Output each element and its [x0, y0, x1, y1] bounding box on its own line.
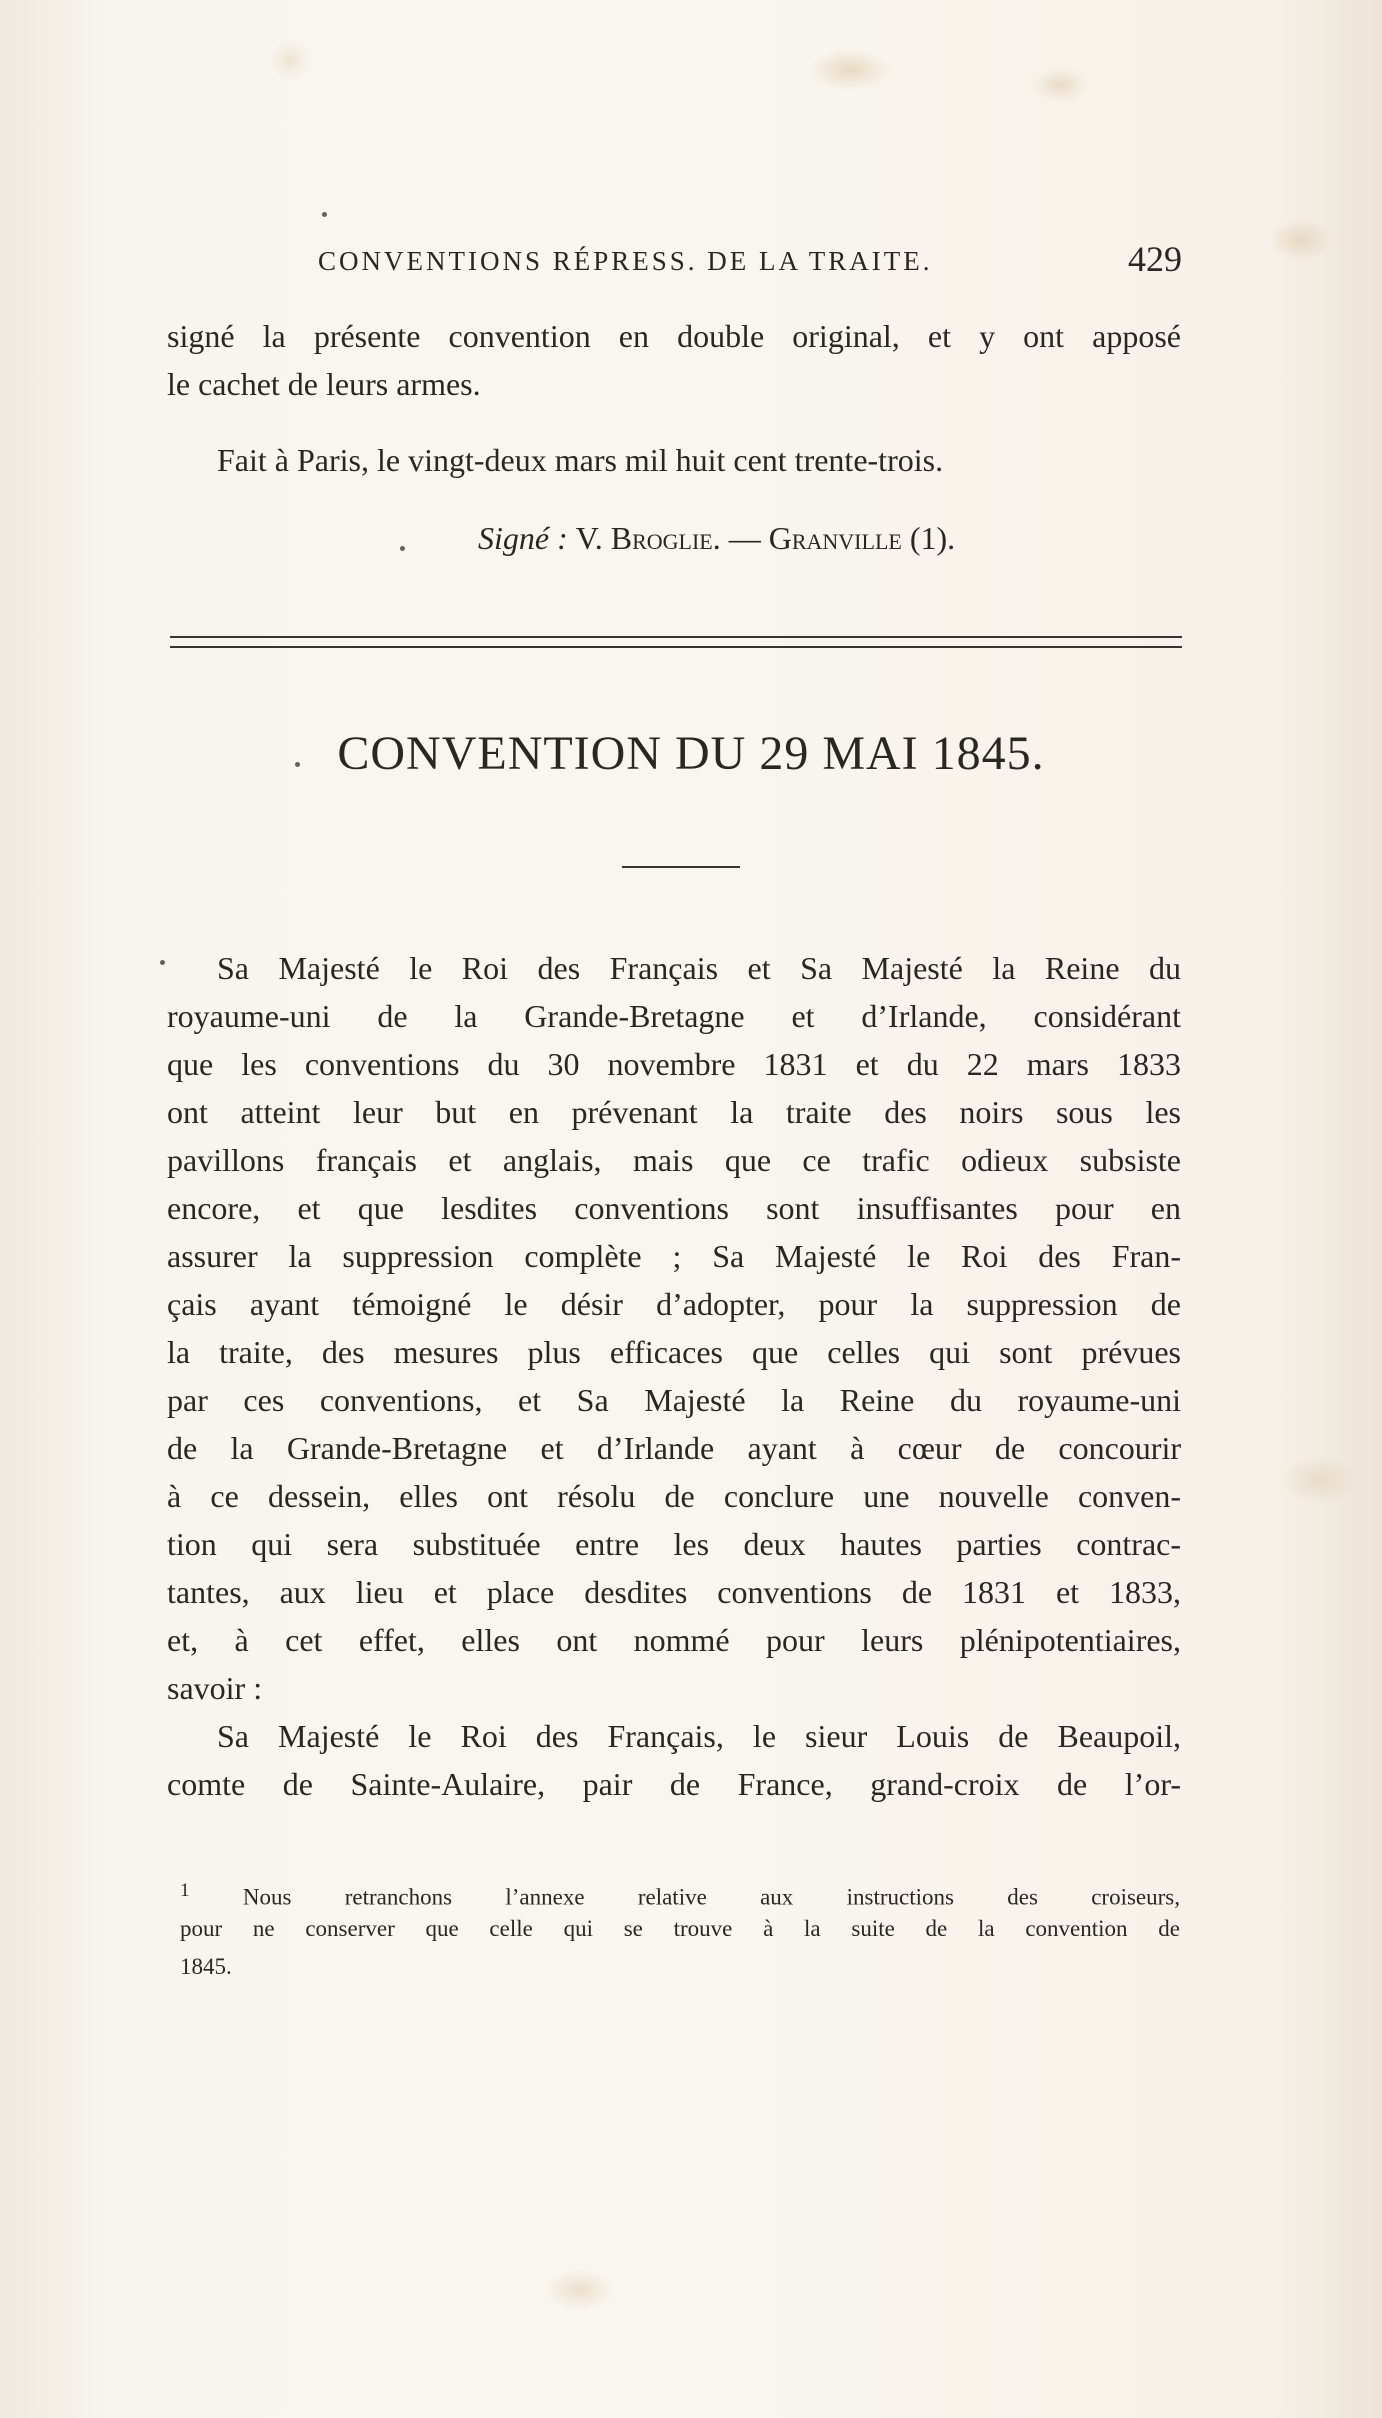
- preamble-line: encore, et que lesdites conventions sont insuffisantes pour en: [167, 1190, 1181, 1226]
- signatory-broglie: V. Broglie.: [575, 520, 721, 556]
- convention-title: CONVENTION DU 29 MAI 1845.: [337, 727, 1045, 780]
- preamble-line: par ces conventions, et Sa Majesté la Reine du royaume-uni: [167, 1382, 1181, 1418]
- closing-text: [167, 312, 1181, 408]
- print-speck: [295, 762, 300, 767]
- preamble-line: royaume-uni de la Grande-Bretagne et d’Irlande, considérant: [167, 998, 1181, 1034]
- signature-line: [478, 520, 955, 557]
- preamble-line: que les conventions du 30 novembre 1831 et du 22 mars 1833: [167, 1046, 1181, 1082]
- place-date-line: Fait à Paris, le vingt-deux mars mil huit cent trente-trois.: [217, 442, 944, 478]
- footnote-line-1: [180, 1872, 1180, 1910]
- signature-dash: —: [728, 520, 761, 556]
- page-header: [170, 238, 1182, 294]
- preamble-line: tion qui sera substituée entre les deux hautes parties contrac-: [167, 1526, 1181, 1562]
- print-speck: [400, 546, 405, 551]
- preamble-paragraph: [167, 944, 1181, 1808]
- preamble-line: çais ayant témoigné le désir d’adopter, pour la suppression de: [167, 1286, 1181, 1322]
- signatory-granville: Granville: [768, 520, 902, 556]
- preamble-line: savoir :: [167, 1670, 263, 1706]
- preamble-line: et, à cet effet, elles ont nommé pour leurs plénipotentiaires,: [167, 1622, 1181, 1658]
- preamble-line: assurer la suppression complète ; Sa Majesté le Roi des Fran-: [167, 1238, 1181, 1274]
- place-date-block: [167, 436, 1181, 484]
- preamble-line: tantes, aux lieu et place desdites conventions de 1831 et 1833,: [167, 1574, 1181, 1610]
- plenipotentiary-line: Sa Majesté le Roi des Français, le sieur Louis de Beaupoil,: [217, 1718, 1181, 1754]
- running-head: CONVENTIONS RÉPRESS. DE LA TRAITE.: [318, 246, 933, 276]
- print-speck: [322, 212, 327, 217]
- footnote-reference: (1).: [909, 520, 956, 556]
- footnote: [180, 1872, 1180, 1986]
- closing-line-2: le cachet de leurs armes.: [167, 366, 481, 402]
- footnote-text: Nous retranchons l’annexe relative aux instructions des croiseurs,: [242, 1884, 1180, 1910]
- signed-label: Signé :: [478, 520, 568, 556]
- footnote-line-3: 1845.: [180, 1954, 232, 1979]
- preamble-line: à ce dessein, elles ont résolu de conclure une nouvelle conven-: [167, 1478, 1181, 1514]
- preamble-line: de la Grande-Bretagne et d’Irlande ayant à cœur de concourir: [167, 1430, 1181, 1466]
- plenipotentiary-line: comte de Sainte-Aulaire, pair de France, grand-croix de l’or-: [167, 1766, 1181, 1802]
- footnote-marker: 1: [180, 1880, 190, 1901]
- footnote-line-2: pour ne conserver que celle qui se trouve à la suite de la convention de: [180, 1916, 1180, 1941]
- page-number: 429: [1128, 239, 1182, 279]
- title-underline: [622, 866, 740, 868]
- print-speck: [160, 960, 165, 965]
- preamble-line: Sa Majesté le Roi des Français et Sa Majesté la Reine du: [217, 950, 1181, 986]
- preamble-line: pavillons français et anglais, mais que ce trafic odieux subsiste: [167, 1142, 1181, 1178]
- section-rule-top: [170, 636, 1182, 638]
- preamble-line: la traite, des mesures plus efficaces que celles qui sont prévues: [167, 1334, 1181, 1370]
- section-rule-bottom: [170, 646, 1182, 648]
- closing-line-1: signé la présente convention en double original, et y ont apposé: [167, 318, 1181, 354]
- preamble-line: ont atteint leur but en prévenant la traite des noirs sous les: [167, 1094, 1181, 1130]
